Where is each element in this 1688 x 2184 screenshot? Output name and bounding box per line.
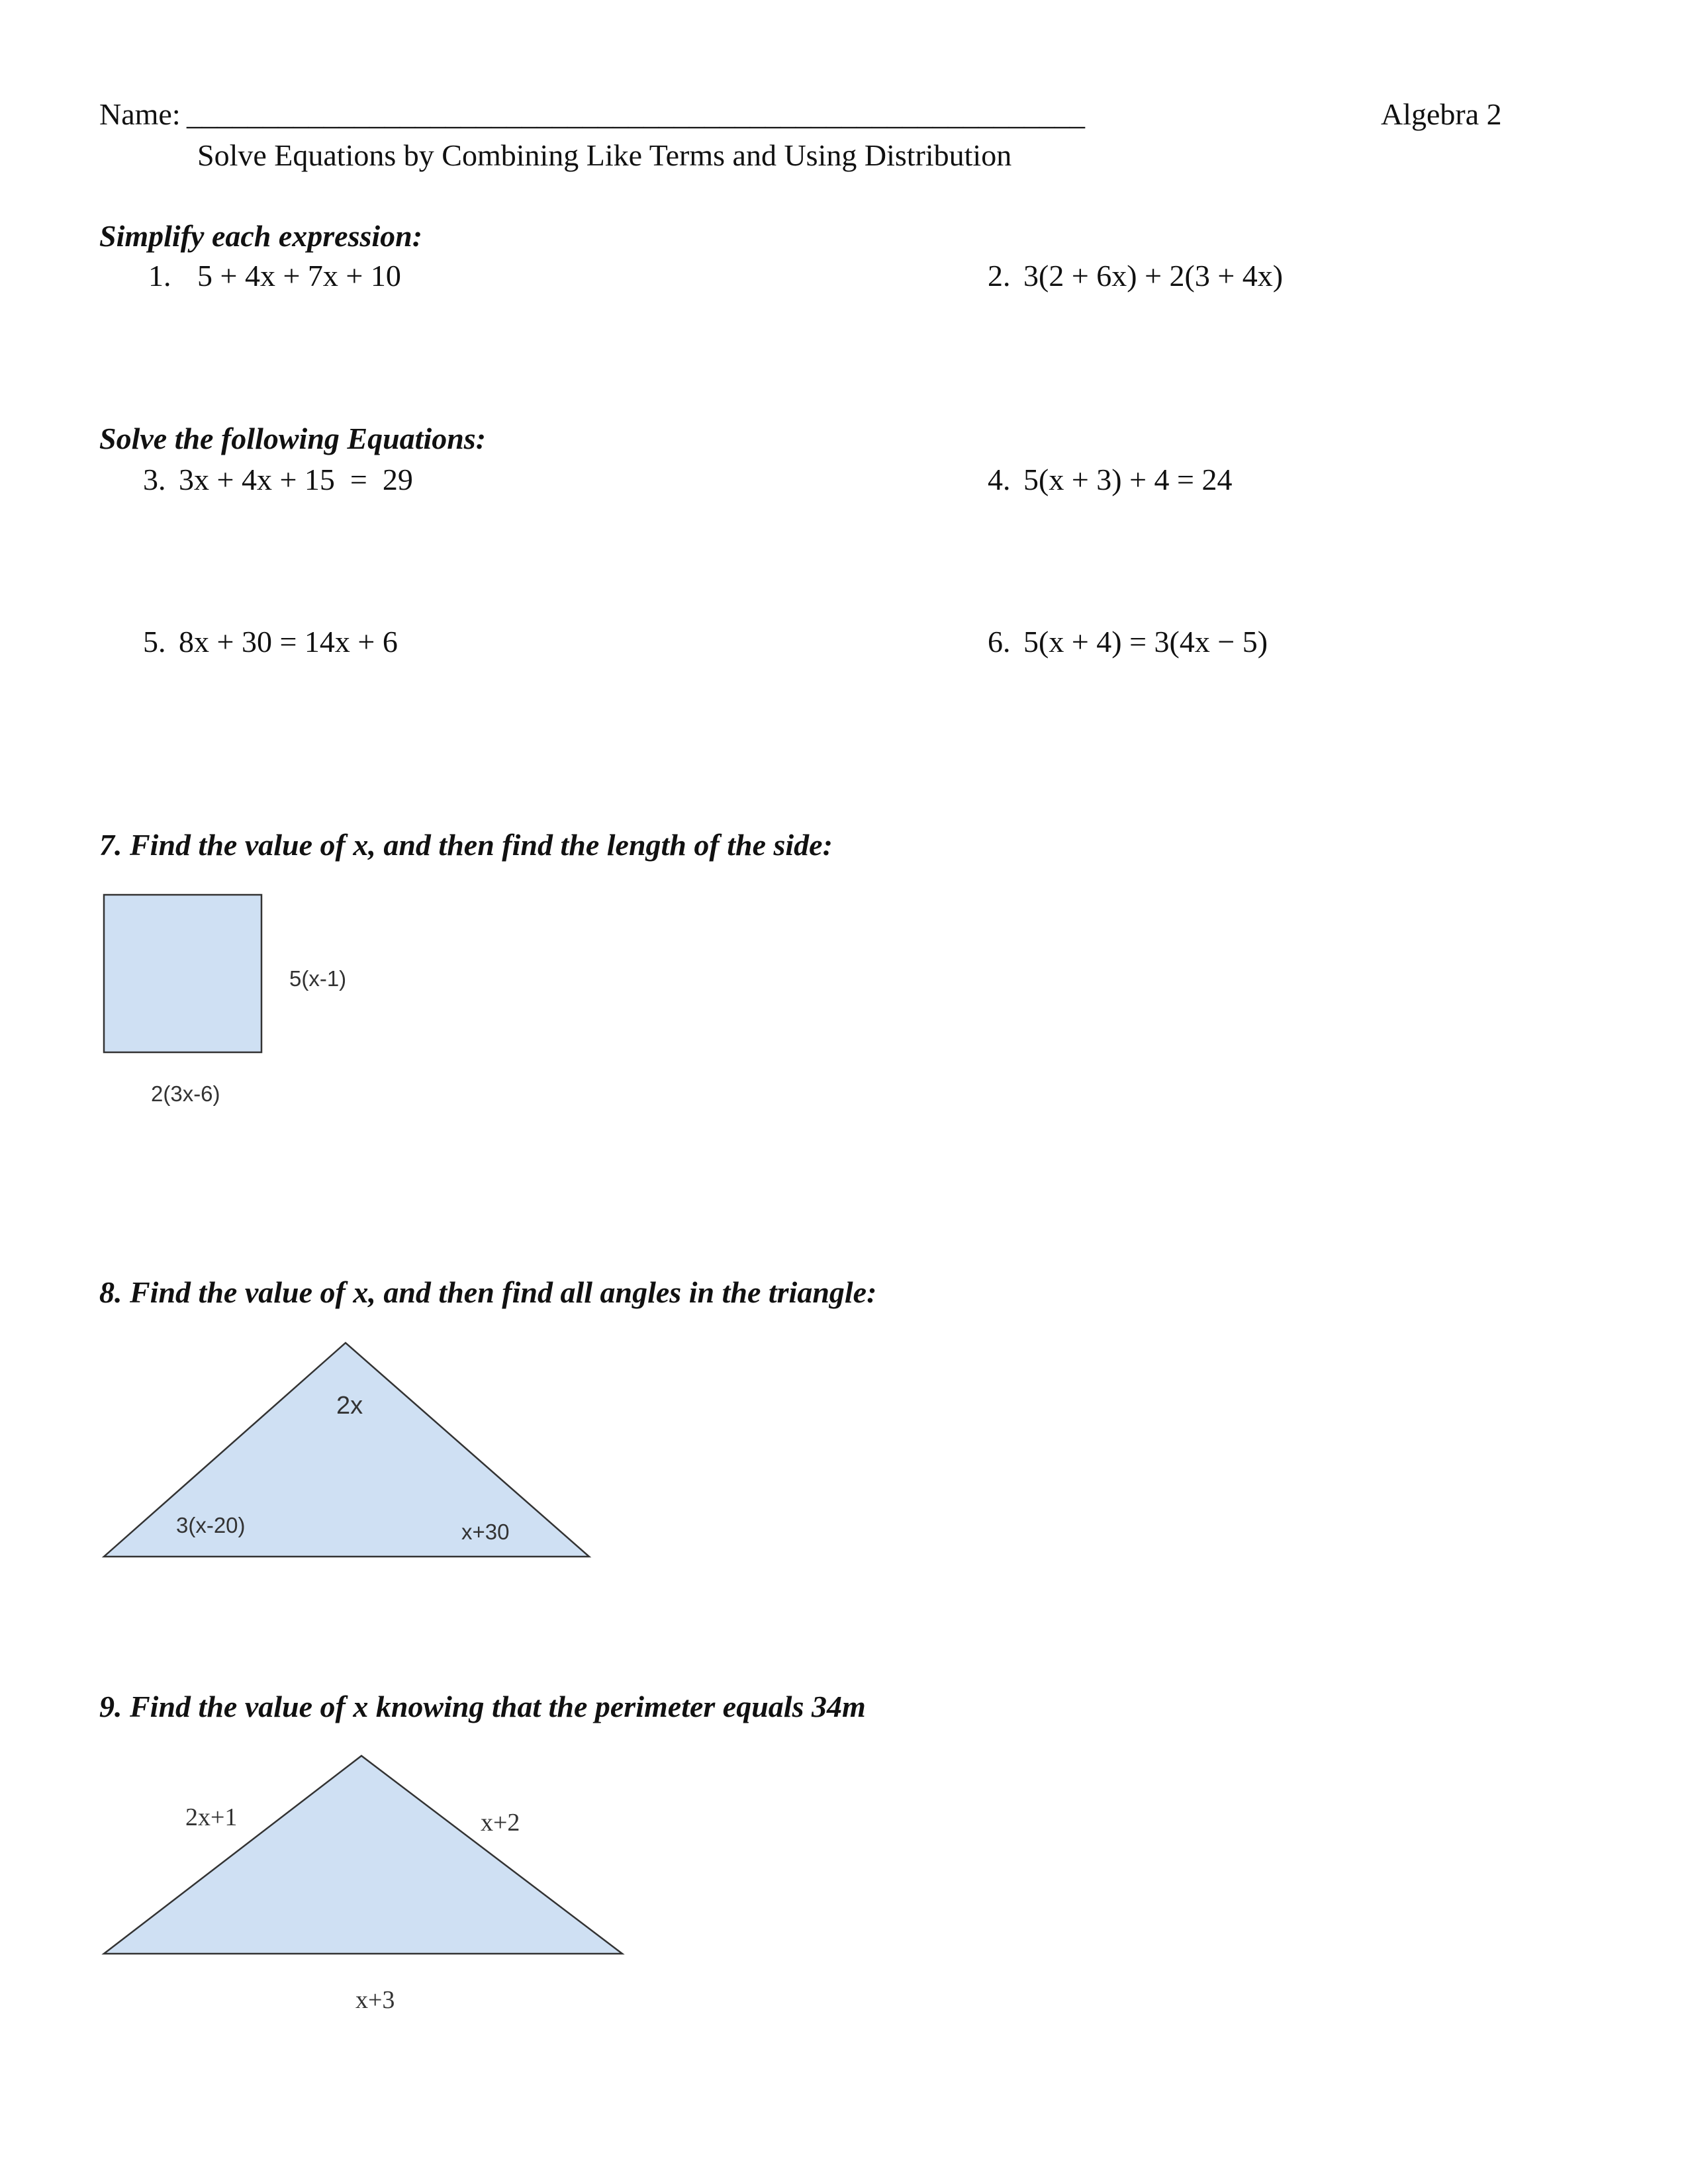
angle-right-label: x+30 [461,1520,510,1544]
problem-number: 4. [988,463,1011,496]
perimeter-triangle-figure [0,0,662,2052]
square-side-right-label: 5(x-1) [289,966,347,991]
problem-expression: 3(2 + 6x) + 2(3 + 4x) [1023,259,1284,293]
problem-number: 3. [143,463,166,496]
problem-number: 1. [148,259,171,293]
square-side-bottom-label: 2(3x-6) [151,1081,220,1106]
side-bottom-label: x+3 [355,1986,395,2014]
problem-number: 6. [988,625,1011,659]
perimeter-triangle-shape [104,1756,622,1954]
problem-expression: 5(x + 3) + 4 = 24 [1023,463,1233,496]
problem-8-heading: 8. Find the value of x, and then find all angles in the triangle: [99,1275,877,1309]
problem-4 [988,465,1232,495]
problem-number: 5. [143,625,166,659]
worksheet-title: Solve Equations by Combining Like Terms and Using Distribution [197,138,1012,172]
problem-expression: 8x + 30 = 14x + 6 [179,625,398,659]
problem-expression: 5(x + 4) = 3(4x − 5) [1023,625,1268,659]
course-label: Algebra 2 [1381,97,1502,131]
problem-9-heading: 9. Find the value of x knowing that the perimeter equals 34m [99,1690,866,1723]
problem-6 [988,627,1268,657]
problem-expression: 5 + 4x + 7x + 10 [197,259,401,293]
problem-number: 2. [988,259,1011,293]
problem-expression: 3x + 4x + 15 = 29 [179,463,413,496]
angle-top-label: 2x [336,1392,363,1420]
problem-2 [988,261,1283,291]
angle-left-label: 3(x-20) [176,1513,246,1537]
solve-heading: Solve the following Equations: [99,422,487,455]
name-line[interactable]: ___________________________________________________________ [187,97,1085,131]
side-right-label: x+2 [481,1809,520,1837]
problem-7-heading: 7. Find the value of x, and then find the length of the side: [99,828,833,862]
simplify-heading: Simplify each expression: [99,219,423,253]
name-label: Name: [99,97,181,131]
side-left-label: 2x+1 [185,1803,238,1831]
